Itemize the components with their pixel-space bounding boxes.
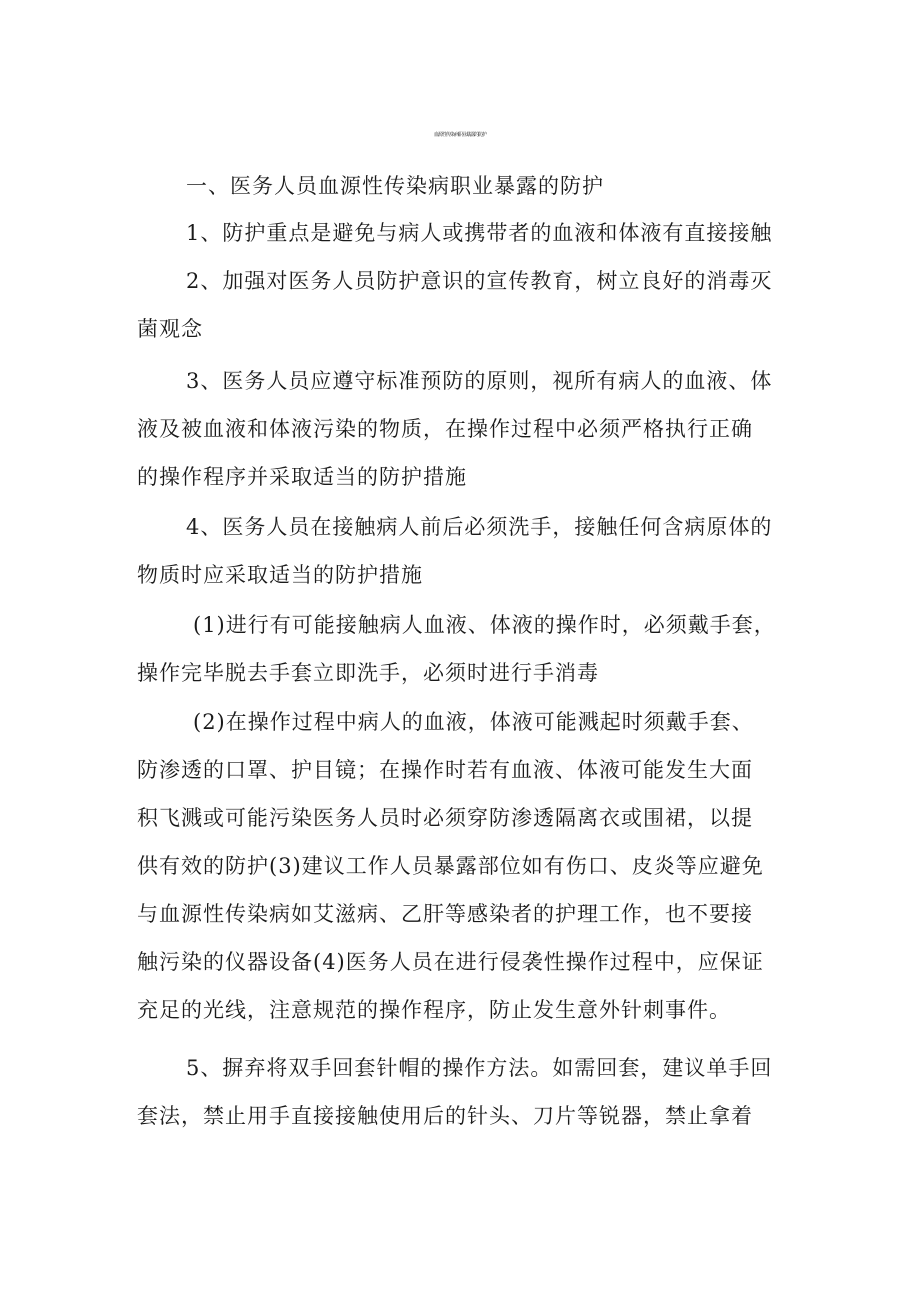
paragraph-sub-2-line-2: 防渗透的口罩、护目镜；在操作时若有血液、体液可能发生大面	[137, 758, 753, 782]
paragraph-sub-1-line-1: (1)进行有可能接触病人血液、体液的操作时，必须戴手套，	[193, 613, 776, 637]
paragraph-item-3-line-1: 3、医务人员应遵守标准预防的原则，视所有病人的血液、体	[186, 369, 773, 393]
paragraph-sub-1-line-2: 操作完毕脱去手套立即洗手，必须时进行手消毒	[137, 661, 599, 685]
paragraph-sub-2-line-3: 积飞溅或可能污染医务人员时必须穿防渗透隔离衣或围裙，以提	[137, 806, 753, 830]
paragraph-item-3-line-2: 液及被血液和体液污染的物质，在操作过程中必须严格执行正确	[137, 417, 753, 441]
paragraph-item-2-line-2: 菌观念	[137, 317, 203, 341]
paragraph-sub-2-line-7: 充足的光线，注意规范的操作程序，防止发生意外针刺事件。	[137, 998, 731, 1022]
paragraph-item-5-line-2: 套法，禁止用手直接接触使用后的针头、刀片等锐器，禁止拿着	[137, 1104, 753, 1128]
paragraph-item-4-line-1: 4、医务人员在接触病人前后必须洗手，接触任何含病原体的	[186, 515, 773, 539]
paragraph-item-5-line-1: 5、摒弃将双手回套针帽的操作方法。如需回套，建议单手回	[186, 1056, 773, 1080]
paragraph-sub-2-line-5: 与血源性传染病如艾滋病、乙肝等感染者的护理工作，也不要接	[137, 902, 753, 926]
paragraph-item-1: 1、防护重点是避免与病人或携带者的血液和体液有直接接触	[186, 221, 773, 245]
paragraph-item-2-line-1: 2、加强对医务人员防护意识的宣传教育，树立良好的消毒灭	[186, 269, 773, 293]
section-heading: 一、医务人员血源性传染病职业暴露的防护	[186, 174, 604, 198]
paragraph-sub-2-line-4: 供有效的防护(3)建议工作人员暴露部位如有伤口、皮炎等应避免	[137, 854, 764, 878]
document-title: 血源性传染病职业暴露的防护	[433, 132, 486, 138]
paragraph-sub-2-line-1: (2)在操作过程中病人的血液，体液可能溅起时须戴手套、	[193, 710, 754, 734]
paragraph-sub-2-line-6: 触污染的仪器设备(4)医务人员在进行侵袭性操作过程中，应保证	[137, 950, 764, 974]
paragraph-item-3-line-3: 的操作程序并采取适当的防护措施	[137, 465, 467, 489]
paragraph-item-4-line-2: 物质时应采取适当的防护措施	[137, 563, 423, 587]
